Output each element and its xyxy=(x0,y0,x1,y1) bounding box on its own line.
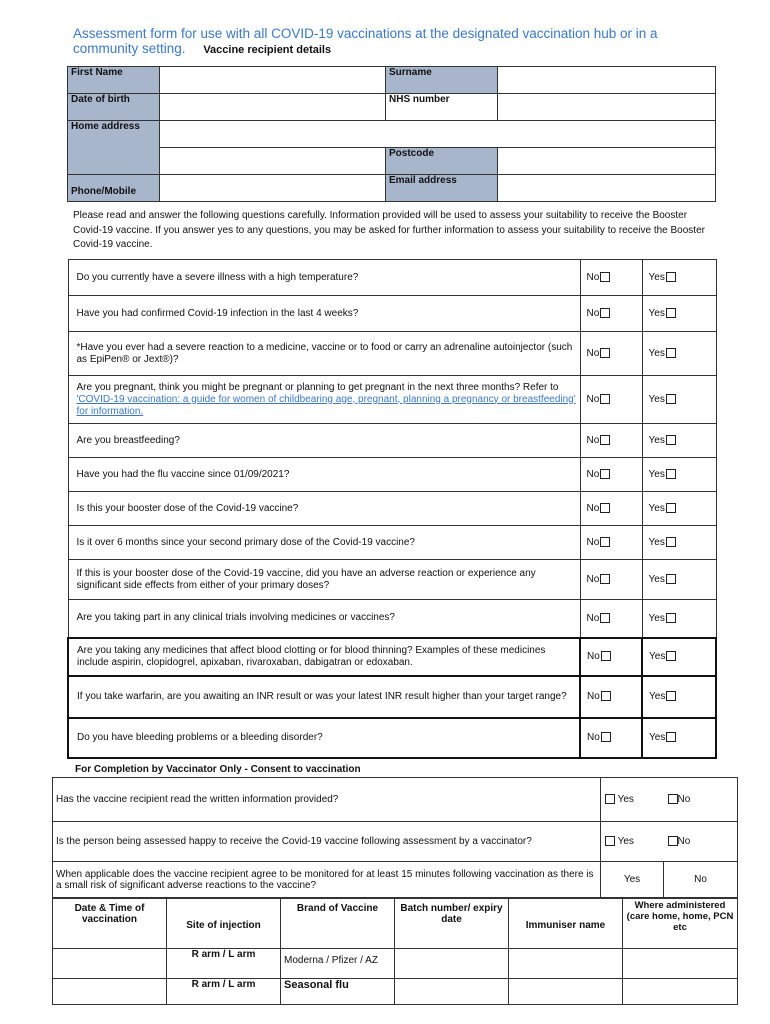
record-where-2[interactable] xyxy=(623,979,738,1005)
address-field[interactable] xyxy=(160,121,716,148)
checkbox-icon[interactable] xyxy=(605,836,615,846)
checkbox-icon[interactable] xyxy=(668,794,678,804)
checkbox-icon[interactable] xyxy=(666,613,676,623)
checkbox-icon[interactable] xyxy=(666,503,676,513)
question-row xyxy=(68,526,716,560)
yes-label: Yes xyxy=(649,651,666,662)
yes-label: Yes xyxy=(617,836,634,847)
question-text xyxy=(68,260,580,296)
nhs-label: NHS number xyxy=(386,94,498,121)
checkbox-icon[interactable] xyxy=(600,503,610,513)
postcode-field[interactable] xyxy=(498,148,716,175)
question-label: Are you taking any medicines that affect blood clotting or for blood thinning? Examples of these medicines include aspirin, clopidogrel, apixaban, rivaroxaban, dabigatran or edoxaban. xyxy=(77,644,546,668)
address-field-2[interactable] xyxy=(160,148,386,175)
question-row xyxy=(68,424,716,458)
checkbox-icon[interactable] xyxy=(666,732,676,742)
no-label: No xyxy=(586,435,600,446)
question-text xyxy=(68,424,580,458)
no-label: No xyxy=(586,272,600,283)
checkbox-icon[interactable] xyxy=(666,435,676,445)
yes-label: Yes xyxy=(648,469,665,480)
postcode-label: Postcode xyxy=(386,148,498,175)
answer-no[interactable] xyxy=(580,260,642,296)
no-label: No xyxy=(587,651,600,662)
record-batch-1[interactable] xyxy=(395,949,509,979)
checkbox-icon[interactable] xyxy=(600,308,610,318)
yes-label: Yes xyxy=(648,308,665,319)
answer-yes[interactable] xyxy=(642,600,716,638)
checkbox-icon[interactable] xyxy=(601,651,611,661)
email-field[interactable] xyxy=(498,175,716,202)
question-text xyxy=(68,718,580,758)
yes-label: Yes xyxy=(648,537,665,548)
no-label: No xyxy=(586,348,600,359)
guide-link[interactable]: 'COVID-19 vaccination: a guide for women of childbearing age, pregnant, planning a pregnancy or breastfeeding' for information. xyxy=(76,393,576,417)
record-immuniser-2[interactable] xyxy=(509,979,623,1005)
question-label: Are you taking part in any clinical trials involving medicines or vaccines? xyxy=(76,612,395,624)
question-label: If you take warfarin, are you awaiting an INR result or was your latest INR result higher than your target range? xyxy=(77,690,567,702)
question-row xyxy=(68,560,716,600)
surname-field[interactable] xyxy=(498,67,716,94)
section-title: Vaccine recipient details xyxy=(203,44,332,56)
answer-no[interactable] xyxy=(580,526,642,560)
yes-label: Yes xyxy=(648,503,665,514)
consent-table xyxy=(52,777,738,898)
recipient-details-table xyxy=(67,66,716,202)
address-label: Home address xyxy=(68,121,160,175)
answer-no[interactable] xyxy=(580,492,642,526)
question-text xyxy=(68,492,580,526)
no-label: No xyxy=(586,537,600,548)
no-label: No xyxy=(677,794,691,805)
yes-label: Yes xyxy=(617,794,634,805)
question-row xyxy=(68,376,716,424)
header-site: Site of injection xyxy=(167,899,281,949)
checkbox-icon[interactable] xyxy=(600,613,610,623)
question-text xyxy=(68,676,580,718)
record-brand-2: Seasonal flu xyxy=(281,979,395,1005)
checkbox-icon[interactable] xyxy=(666,469,676,479)
question-label: Are you pregnant, think you might be pregnant or planning to get pregnant in the next three months? Refer to xyxy=(76,381,559,393)
first-name-field[interactable] xyxy=(160,67,386,94)
header-where: Where administered (care home, home, PCN etc xyxy=(623,899,738,949)
no-label: No xyxy=(677,836,691,847)
record-brand-1: Moderna / Pfizer / AZ xyxy=(281,949,395,979)
question-text xyxy=(68,600,580,638)
answer-no[interactable] xyxy=(580,676,642,718)
answer-no[interactable] xyxy=(580,718,642,758)
checkbox-icon[interactable] xyxy=(605,794,615,804)
checkbox-icon[interactable] xyxy=(666,691,676,701)
no-label: No xyxy=(587,732,600,743)
checkbox-icon[interactable] xyxy=(600,469,610,479)
answer-no[interactable] xyxy=(580,458,642,492)
question-label: Is it over 6 months since your second primary dose of the Covid-19 vaccine? xyxy=(76,536,415,548)
no-label: No xyxy=(586,503,600,514)
checkbox-icon[interactable] xyxy=(666,348,676,358)
answer-yes[interactable] xyxy=(642,458,716,492)
question-row xyxy=(68,638,716,676)
question-text xyxy=(68,638,580,676)
consent-row-3-yes[interactable]: Yes xyxy=(601,862,664,898)
consent-row-1-yes[interactable] xyxy=(601,778,664,822)
answer-no[interactable] xyxy=(580,600,642,638)
question-label: Have you had the flu vaccine since 01/09/2021? xyxy=(76,468,290,480)
answer-yes[interactable] xyxy=(642,260,716,296)
checkbox-icon[interactable] xyxy=(600,348,610,358)
question-row xyxy=(68,492,716,526)
yes-label: Yes xyxy=(649,732,666,743)
answer-yes[interactable] xyxy=(642,638,716,676)
checkbox-icon[interactable] xyxy=(666,308,676,318)
consent-row-2-no[interactable] xyxy=(664,822,738,862)
question-text xyxy=(68,376,580,424)
answer-yes[interactable] xyxy=(642,332,716,376)
question-row xyxy=(68,676,716,718)
no-label: No xyxy=(586,469,600,480)
record-immuniser-1[interactable] xyxy=(509,949,623,979)
answer-no[interactable] xyxy=(580,296,642,332)
surname-label: Surname xyxy=(386,67,498,94)
consent-row-1-no[interactable] xyxy=(664,778,738,822)
question-text xyxy=(68,296,580,332)
yes-label: Yes xyxy=(648,435,665,446)
answer-yes[interactable] xyxy=(642,492,716,526)
checkbox-icon[interactable] xyxy=(666,651,676,661)
question-text xyxy=(68,526,580,560)
consent-row-3-text: When applicable does the vaccine recipient agree to be monitored for at least 15 minutes following vaccination as there is a small risk of significant adverse reactions to the vaccine? xyxy=(53,862,601,898)
question-row xyxy=(68,260,716,296)
checkbox-icon[interactable] xyxy=(666,537,676,547)
answer-yes[interactable] xyxy=(642,718,716,758)
header-date-time: Date & Time of vaccination xyxy=(53,899,167,949)
answer-yes[interactable] xyxy=(642,676,716,718)
answer-no[interactable] xyxy=(580,376,642,424)
title-line2: community setting. xyxy=(73,41,186,56)
answer-no[interactable] xyxy=(580,638,642,676)
checkbox-icon[interactable] xyxy=(666,574,676,584)
consent-row-3-no[interactable]: No xyxy=(664,862,738,898)
yes-label: Yes xyxy=(648,574,665,585)
dob-field[interactable] xyxy=(160,94,386,121)
question-row xyxy=(68,718,716,758)
checkbox-icon[interactable] xyxy=(600,272,610,282)
title-line1: Assessment form for use with all COVID-19 vaccinations at the designated vaccination hub or in a xyxy=(73,26,658,41)
form-title xyxy=(73,26,733,58)
consent-row-2-yes[interactable] xyxy=(601,822,664,862)
record-site-2: R arm / L arm xyxy=(167,979,281,1005)
question-label: Have you had confirmed Covid-19 infection in the last 4 weeks? xyxy=(76,307,359,319)
answer-yes[interactable] xyxy=(642,376,716,424)
answer-no[interactable] xyxy=(580,332,642,376)
question-label: Is this your booster dose of the Covid-19 vaccine? xyxy=(76,502,299,514)
header-immuniser: Immuniser name xyxy=(509,899,623,949)
yes-label: Yes xyxy=(648,348,665,359)
no-label: No xyxy=(586,394,600,405)
question-row xyxy=(68,600,716,638)
record-batch-2[interactable] xyxy=(395,979,509,1005)
question-label: *Have you ever had a severe reaction to a medicine, vaccine or to food or carry an adrenaline autoinjector (such as EpiPen® or Jext®)? xyxy=(76,341,573,365)
checkbox-icon[interactable] xyxy=(601,691,611,701)
checkbox-icon[interactable] xyxy=(600,574,610,584)
answer-yes[interactable] xyxy=(642,424,716,458)
question-label: Are you breastfeeding? xyxy=(76,434,180,446)
answer-yes[interactable] xyxy=(642,526,716,560)
question-text xyxy=(68,332,580,376)
checkbox-icon[interactable] xyxy=(601,732,611,742)
question-text xyxy=(68,458,580,492)
answer-yes[interactable] xyxy=(642,296,716,332)
intro-text: Please read and answer the following questions carefully. Information provided will be used to assess your suitability to receive the Booster Covid-19 vaccine. If you answer yes to any questions, you may be asked for further information to assess your suitability to receive the Booster Covid-19 vaccine. xyxy=(73,210,705,250)
header-brand: Brand of Vaccine xyxy=(281,899,395,949)
checkbox-icon[interactable] xyxy=(666,394,676,404)
consent-row-2-text: Is the person being assessed happy to receive the Covid-19 vaccine following assessment by a vaccinator? xyxy=(53,822,601,862)
email-label: Email address xyxy=(386,175,498,202)
question-row xyxy=(68,296,716,332)
question-label: If this is your booster dose of the Covid-19 vaccine, did you have an adverse reaction or experience any significant side effects from either of your primary doses? xyxy=(76,567,536,591)
record-date-2[interactable] xyxy=(53,979,167,1005)
questions-table xyxy=(67,259,717,759)
question-label: Do you currently have a severe illness with a high temperature? xyxy=(76,271,359,283)
record-where-1[interactable] xyxy=(623,949,738,979)
first-name-label: First Name xyxy=(68,67,160,94)
checkbox-icon[interactable] xyxy=(666,272,676,282)
checkbox-icon[interactable] xyxy=(600,394,610,404)
yes-label: Yes xyxy=(649,691,666,702)
question-row xyxy=(68,458,716,492)
dob-label: Date of birth xyxy=(68,94,160,121)
vaccinator-heading: For Completion by Vaccinator Only - Consent to vaccination xyxy=(75,764,361,775)
phone-label: Phone/Mobile xyxy=(68,175,160,202)
question-row xyxy=(68,332,716,376)
no-label: No xyxy=(586,574,600,585)
header-batch: Batch number/ expiry date xyxy=(395,899,509,949)
no-label: No xyxy=(586,308,600,319)
yes-label: Yes xyxy=(648,394,665,405)
answer-no[interactable] xyxy=(580,424,642,458)
checkbox-icon[interactable] xyxy=(600,435,610,445)
consent-row-1-text: Has the vaccine recipient read the written information provided? xyxy=(53,778,601,822)
answer-yes[interactable] xyxy=(642,560,716,600)
question-text xyxy=(68,560,580,600)
checkbox-icon[interactable] xyxy=(668,836,678,846)
no-label: No xyxy=(586,612,600,624)
answer-no[interactable] xyxy=(580,560,642,600)
record-site-1: R arm / L arm xyxy=(167,949,281,979)
checkbox-icon[interactable] xyxy=(600,537,610,547)
nhs-field[interactable] xyxy=(498,94,716,121)
vaccination-record-table xyxy=(52,898,738,1005)
phone-field[interactable] xyxy=(160,175,386,202)
question-label: Do you have bleeding problems or a bleeding disorder? xyxy=(77,731,323,743)
yes-label: Yes xyxy=(648,272,665,283)
record-date-1[interactable] xyxy=(53,949,167,979)
no-label: No xyxy=(587,691,600,702)
yes-label: Yes xyxy=(648,612,665,624)
